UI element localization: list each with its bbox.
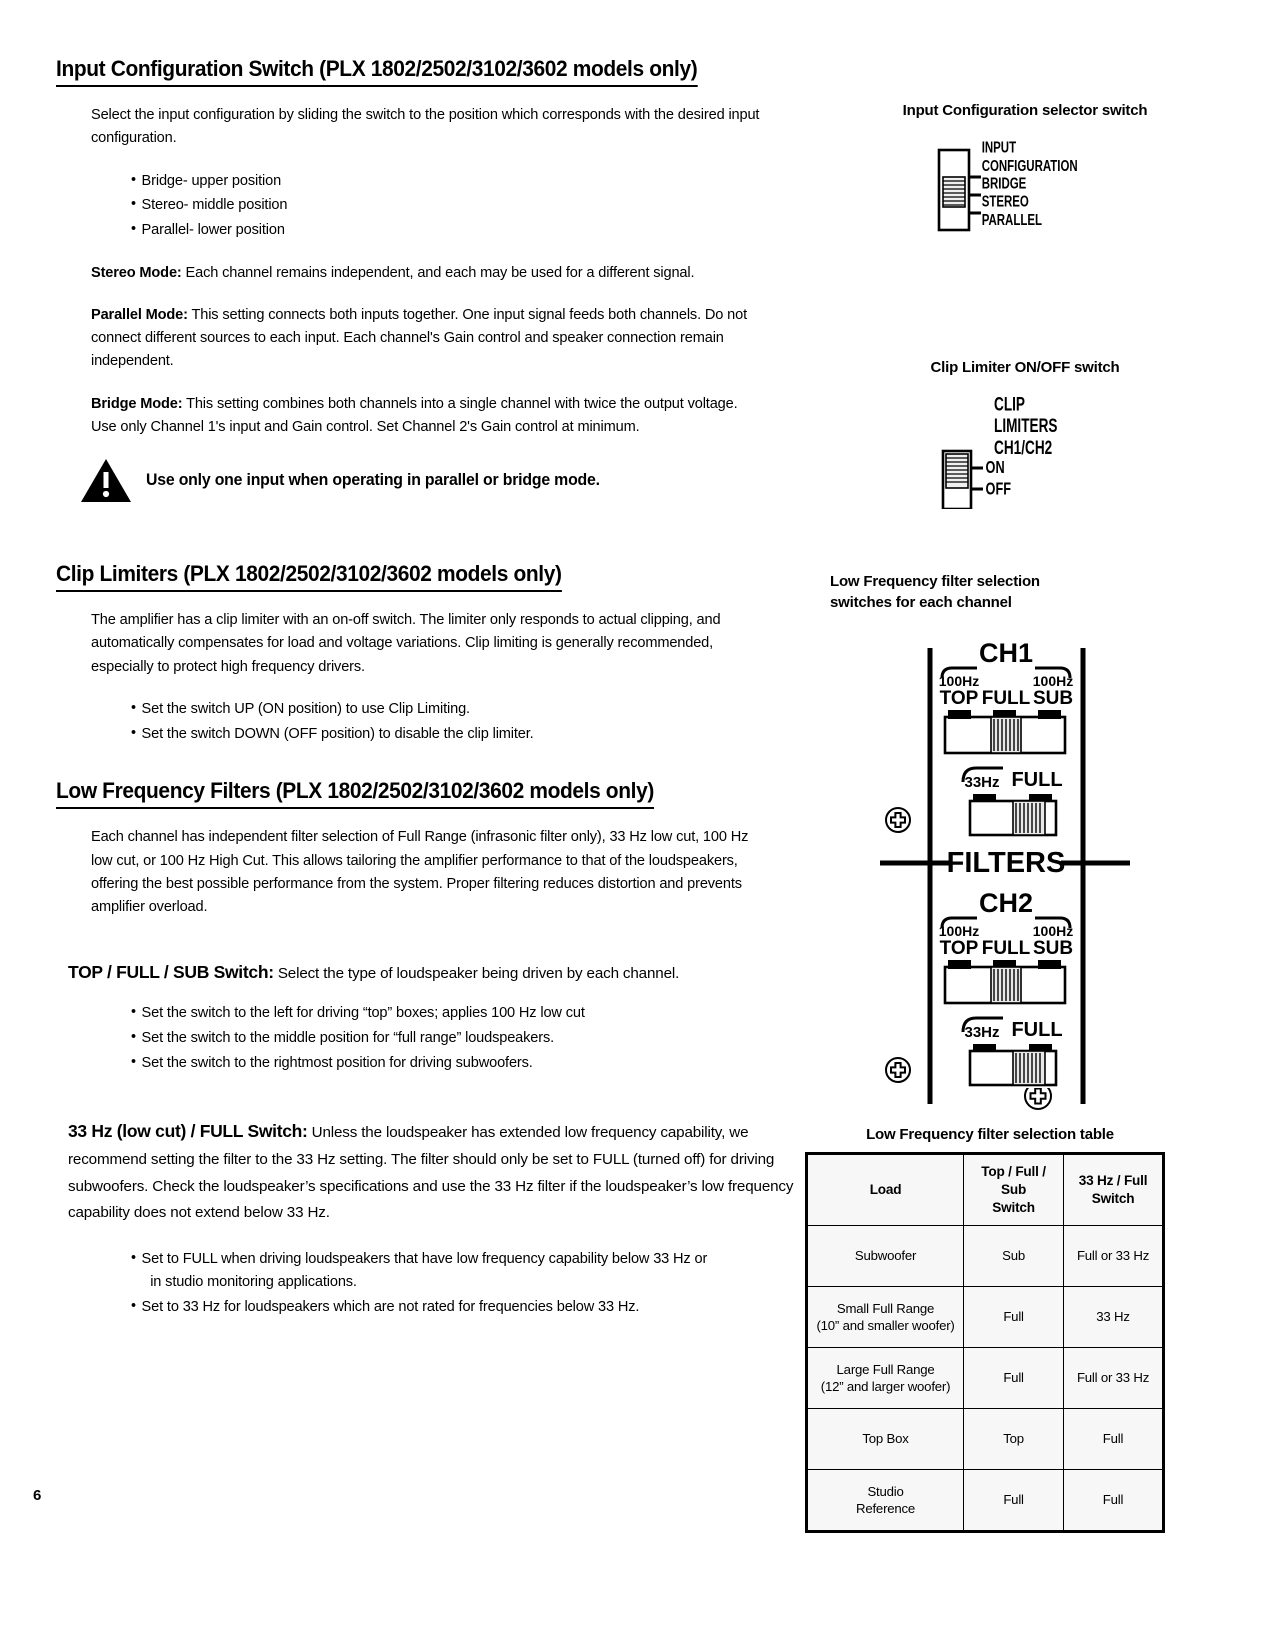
- subheading-33hz-full: [68, 1118, 796, 1224]
- list-item: • Set the switch to the rightmost position for driving subwoofers.: [131, 1051, 769, 1075]
- label-stereo-mode: Stereo Mode:: [91, 263, 182, 281]
- cell-hz: Full or 33 Hz: [1064, 1226, 1164, 1287]
- list-item: • Set the switch to the left for driving “top” boxes; applies 100 Hz low cut: [131, 1001, 769, 1025]
- table-row: [807, 1409, 1164, 1470]
- paragraph-low-frequency-intro: Each channel has independent filter selection of Full Range (infrasonic filter only), 33 Hz low cut, 100 Hz low cut, or 100 Hz High Cut. This allows tailoring the amplifier performance to that of the loudspeakers, offering the best possible performance from the system. Proper filtering reduces distortion and prevents amplifier overload.: [91, 828, 749, 916]
- cell-hz: Full or 33 Hz: [1064, 1348, 1164, 1409]
- label-33hz-full: 33 Hz (low cut) / FULL Switch:: [68, 1121, 308, 1142]
- label-top-full-sub: TOP / FULL / SUB Switch:: [68, 962, 274, 983]
- figure-input-config-switch: [830, 100, 1220, 247]
- cell-tfs: Top: [964, 1409, 1064, 1470]
- silkscreen-ch2-left-freq: 100Hz: [938, 923, 980, 939]
- silkscreen-input-line1: INPUT: [981, 137, 1017, 156]
- list-item: • Set to 33 Hz for loudspeakers which are not rated for frequencies below 33 Hz.: [131, 1295, 769, 1319]
- panel-screw-icon: [886, 1058, 910, 1082]
- cell-load-line1: Large Full Range: [836, 1361, 935, 1377]
- column-header-33hz-full: [1064, 1154, 1164, 1226]
- cell-load: [807, 1409, 964, 1470]
- silkscreen-clip: CLIP: [994, 392, 1026, 415]
- figure-lf-filter-switches: [830, 571, 1220, 1129]
- cell-load-line1: Small Full Range: [836, 1300, 935, 1316]
- input-config-switch-diagram: [830, 132, 1220, 247]
- label-parallel-mode: Parallel Mode:: [91, 305, 188, 323]
- column-header-hz-line1: 33 Hz / Full: [1078, 1173, 1148, 1189]
- cell-load-line1: Subwoofer: [854, 1248, 917, 1264]
- panel-screw-icon: [886, 808, 910, 832]
- lf-table-caption: Low Frequency filter selection table: [866, 1126, 1114, 1143]
- section-1-body: [91, 103, 791, 438]
- figure-caption-lf-filters: [830, 571, 1220, 615]
- ch2-top-full-sub-switch: [945, 960, 1065, 1003]
- paragraph-input-config-intro: Select the input configuration by sliding the switch to the position which corresponds with the desired input configuration.: [91, 106, 760, 147]
- heading-input-configuration-switch: Input Configuration Switch (PLX 1802/2502/3102/3602 models only): [56, 56, 697, 87]
- list-item: • Set the switch to the middle position for “full range” loudspeakers.: [131, 1026, 769, 1050]
- warning-triangle-icon: [80, 458, 132, 503]
- silkscreen-ch2-full: FULL: [981, 938, 1031, 959]
- silkscreen-filters-label: FILTERS: [946, 847, 1066, 879]
- paragraph-clip-limiters-intro: The amplifier has a clip limiter with an on-off switch. The limiter only responds to actual clipping, and automatically compensates for load and voltage variations. Clip limiting is generally recommended, especially to protect high frequency drivers.: [91, 611, 721, 675]
- figure-caption-input-config: Input Configuration selector switch: [902, 102, 1148, 119]
- silkscreen-ch2-top: TOP: [939, 938, 979, 959]
- column-header-tfs-line2: Switch: [992, 1199, 1035, 1215]
- table-row: [807, 1470, 1164, 1532]
- list-item: • Set the switch UP (ON position) to use Clip Limiting.: [131, 697, 765, 721]
- column-header-tfs-line1: Top / Full / Sub: [981, 1164, 1046, 1198]
- silkscreen-ch1-top: TOP: [939, 688, 979, 709]
- silkscreen-input-line2: CONFIGURATION: [981, 155, 1078, 175]
- list-item-continuation: in studio monitoring applications.: [150, 1273, 357, 1291]
- panel-screw-icon: [1025, 1088, 1051, 1109]
- silkscreen-ch1-full: FULL: [981, 688, 1031, 709]
- ch2-33hz-full-switch: [970, 1044, 1056, 1085]
- cell-load: [807, 1287, 964, 1348]
- lf-filter-selection-table-block: [805, 1126, 1175, 1533]
- paragraph-stereo-mode: [91, 261, 763, 284]
- cell-hz: 33 Hz: [1064, 1287, 1164, 1348]
- table-row: [807, 1348, 1164, 1409]
- clip-limiter-switch-diagram: [830, 389, 1220, 509]
- figure-caption-clip-limiter: Clip Limiter ON/OFF switch: [930, 358, 1120, 376]
- lf-filter-panel-diagram: [830, 624, 1220, 1094]
- table-header-row: [807, 1154, 1164, 1226]
- subsection-33hz-full: [68, 1118, 796, 1318]
- silkscreen-ch2-right-freq: 100Hz: [1032, 923, 1074, 939]
- cell-load: [807, 1226, 964, 1287]
- silkscreen-ch1-sub: SUB: [1032, 688, 1074, 709]
- cell-load: [807, 1470, 964, 1532]
- cell-load-line2: Reference: [856, 1501, 916, 1516]
- silkscreen-ch1-label: CH1: [978, 638, 1034, 668]
- warning-text: Use only one input when operating in parallel or bridge mode.: [146, 471, 600, 490]
- list-item-main: Set to FULL when driving loudspeakers that have low frequency capability below 33 Hz or: [141, 1249, 708, 1267]
- silkscreen-ch2-33hz: 33Hz: [964, 1024, 1000, 1041]
- cell-load: [807, 1348, 964, 1409]
- silkscreen-limiters: LIMITERS: [994, 414, 1058, 437]
- section-2-body: [91, 608, 791, 745]
- silkscreen-ch2-label: CH2: [978, 888, 1034, 918]
- silkscreen-ch1-right-freq: 100Hz: [1032, 673, 1074, 689]
- list-item: • Parallel- lower position: [131, 218, 765, 242]
- column-header-top-full-sub: [964, 1154, 1064, 1226]
- paragraph-parallel-mode: [91, 303, 763, 373]
- ch1-33hz-full-switch: [970, 794, 1056, 835]
- bullet-list-clip-limiter: [91, 697, 791, 745]
- cell-tfs: Full: [964, 1470, 1064, 1532]
- cell-tfs: Full: [964, 1287, 1064, 1348]
- silkscreen-on: ON: [985, 457, 1005, 478]
- silkscreen-stereo: STEREO: [981, 191, 1029, 210]
- cell-load-line2: (10” and smaller woofer): [816, 1318, 955, 1333]
- column-header-load: [807, 1154, 964, 1226]
- silkscreen-off: OFF: [985, 479, 1012, 499]
- text-top-full-sub: Select the type of loudspeaker being driven by each channel.: [273, 965, 680, 983]
- bullet-list-33hz-full: [68, 1247, 796, 1319]
- lf-filter-selection-table: [805, 1152, 1165, 1533]
- text-parallel-mode: This setting connects both inputs together. One input signal feeds both channels. Do not connect different sources to each input. Each channel's Gain control and speaker connection remain independent.: [91, 305, 747, 370]
- text-33hz-full: Unless the loudspeaker has extended low frequency capability, we recommend setting the filter to the 33 Hz setting. The filter should only be set to FULL (turned off) for driving subwoofers. Check the loudspeaker’s specifications and use the 33 Hz filter if the loudspeaker’s low frequency capability does not extend below 33 Hz.: [68, 1124, 794, 1222]
- table-row: [807, 1287, 1164, 1348]
- bullet-list-input-positions: [91, 169, 791, 242]
- table-row: [807, 1226, 1164, 1287]
- cell-load-line1: Top Box: [862, 1431, 909, 1447]
- warning-notice: [80, 458, 796, 503]
- heading-low-frequency-filters: Low Frequency Filters (PLX 1802/2502/3102/3602 models only): [56, 778, 654, 809]
- figure-caption-lf-line2: switches for each channel: [830, 594, 1012, 612]
- panel-bottom-screw-group: [830, 1088, 1220, 1128]
- cell-tfs: Full: [964, 1348, 1064, 1409]
- bullet-list-top-full-sub: [68, 1001, 796, 1074]
- text-bridge-mode: This setting combines both channels into a single channel with twice the output voltage. Use only Channel 1's input and Gain control. Set Channel 2's Gain control at minimum.: [91, 394, 738, 435]
- column-header-hz-line2: Switch: [1091, 1191, 1135, 1206]
- silkscreen-ch1-left-freq: 100Hz: [938, 673, 980, 689]
- ch1-top-full-sub-switch: [945, 710, 1065, 753]
- cell-hz: Full: [1064, 1409, 1164, 1470]
- cell-hz: Full: [1064, 1470, 1164, 1532]
- text-stereo-mode: Each channel remains independent, and each may be used for a different signal.: [181, 263, 695, 281]
- list-item: [131, 1247, 769, 1294]
- subheading-top-full-sub: [68, 962, 796, 983]
- column-header-load-line1: Load: [869, 1182, 902, 1198]
- right-figure-column: [830, 100, 1220, 1128]
- paragraph-bridge-mode: [91, 392, 763, 439]
- label-bridge-mode: Bridge Mode:: [91, 394, 183, 412]
- left-text-column: [56, 56, 796, 1338]
- cell-load-line1: Studio: [867, 1483, 904, 1499]
- silkscreen-ch1-ch2: CH1/CH2: [994, 435, 1053, 458]
- section-3-body: [91, 825, 791, 918]
- subsection-top-full-sub: [68, 962, 796, 1074]
- figure-caption-lf-line1: Low Frequency filter selection: [830, 572, 1040, 590]
- silkscreen-bridge: BRIDGE: [981, 173, 1027, 192]
- page-number: 6: [33, 1487, 42, 1504]
- figure-clip-limiter-switch: [830, 357, 1220, 509]
- silkscreen-ch2-sub: SUB: [1032, 938, 1074, 959]
- list-item: • Bridge- upper position: [131, 169, 765, 193]
- silkscreen-ch1-lowcut-full: FULL: [1011, 769, 1063, 791]
- silkscreen-ch2-lowcut-full: FULL: [1011, 1019, 1063, 1041]
- silkscreen-ch1-33hz: 33Hz: [964, 774, 1000, 791]
- cell-tfs: Sub: [964, 1226, 1064, 1287]
- heading-clip-limiters: Clip Limiters (PLX 1802/2502/3102/3602 models only): [56, 561, 562, 592]
- list-item: • Set the switch DOWN (OFF position) to disable the clip limiter.: [131, 722, 765, 746]
- list-item: • Stereo- middle position: [131, 193, 765, 217]
- cell-load-line2: (12” and larger woofer): [820, 1379, 951, 1394]
- silkscreen-parallel: PARALLEL: [981, 209, 1043, 229]
